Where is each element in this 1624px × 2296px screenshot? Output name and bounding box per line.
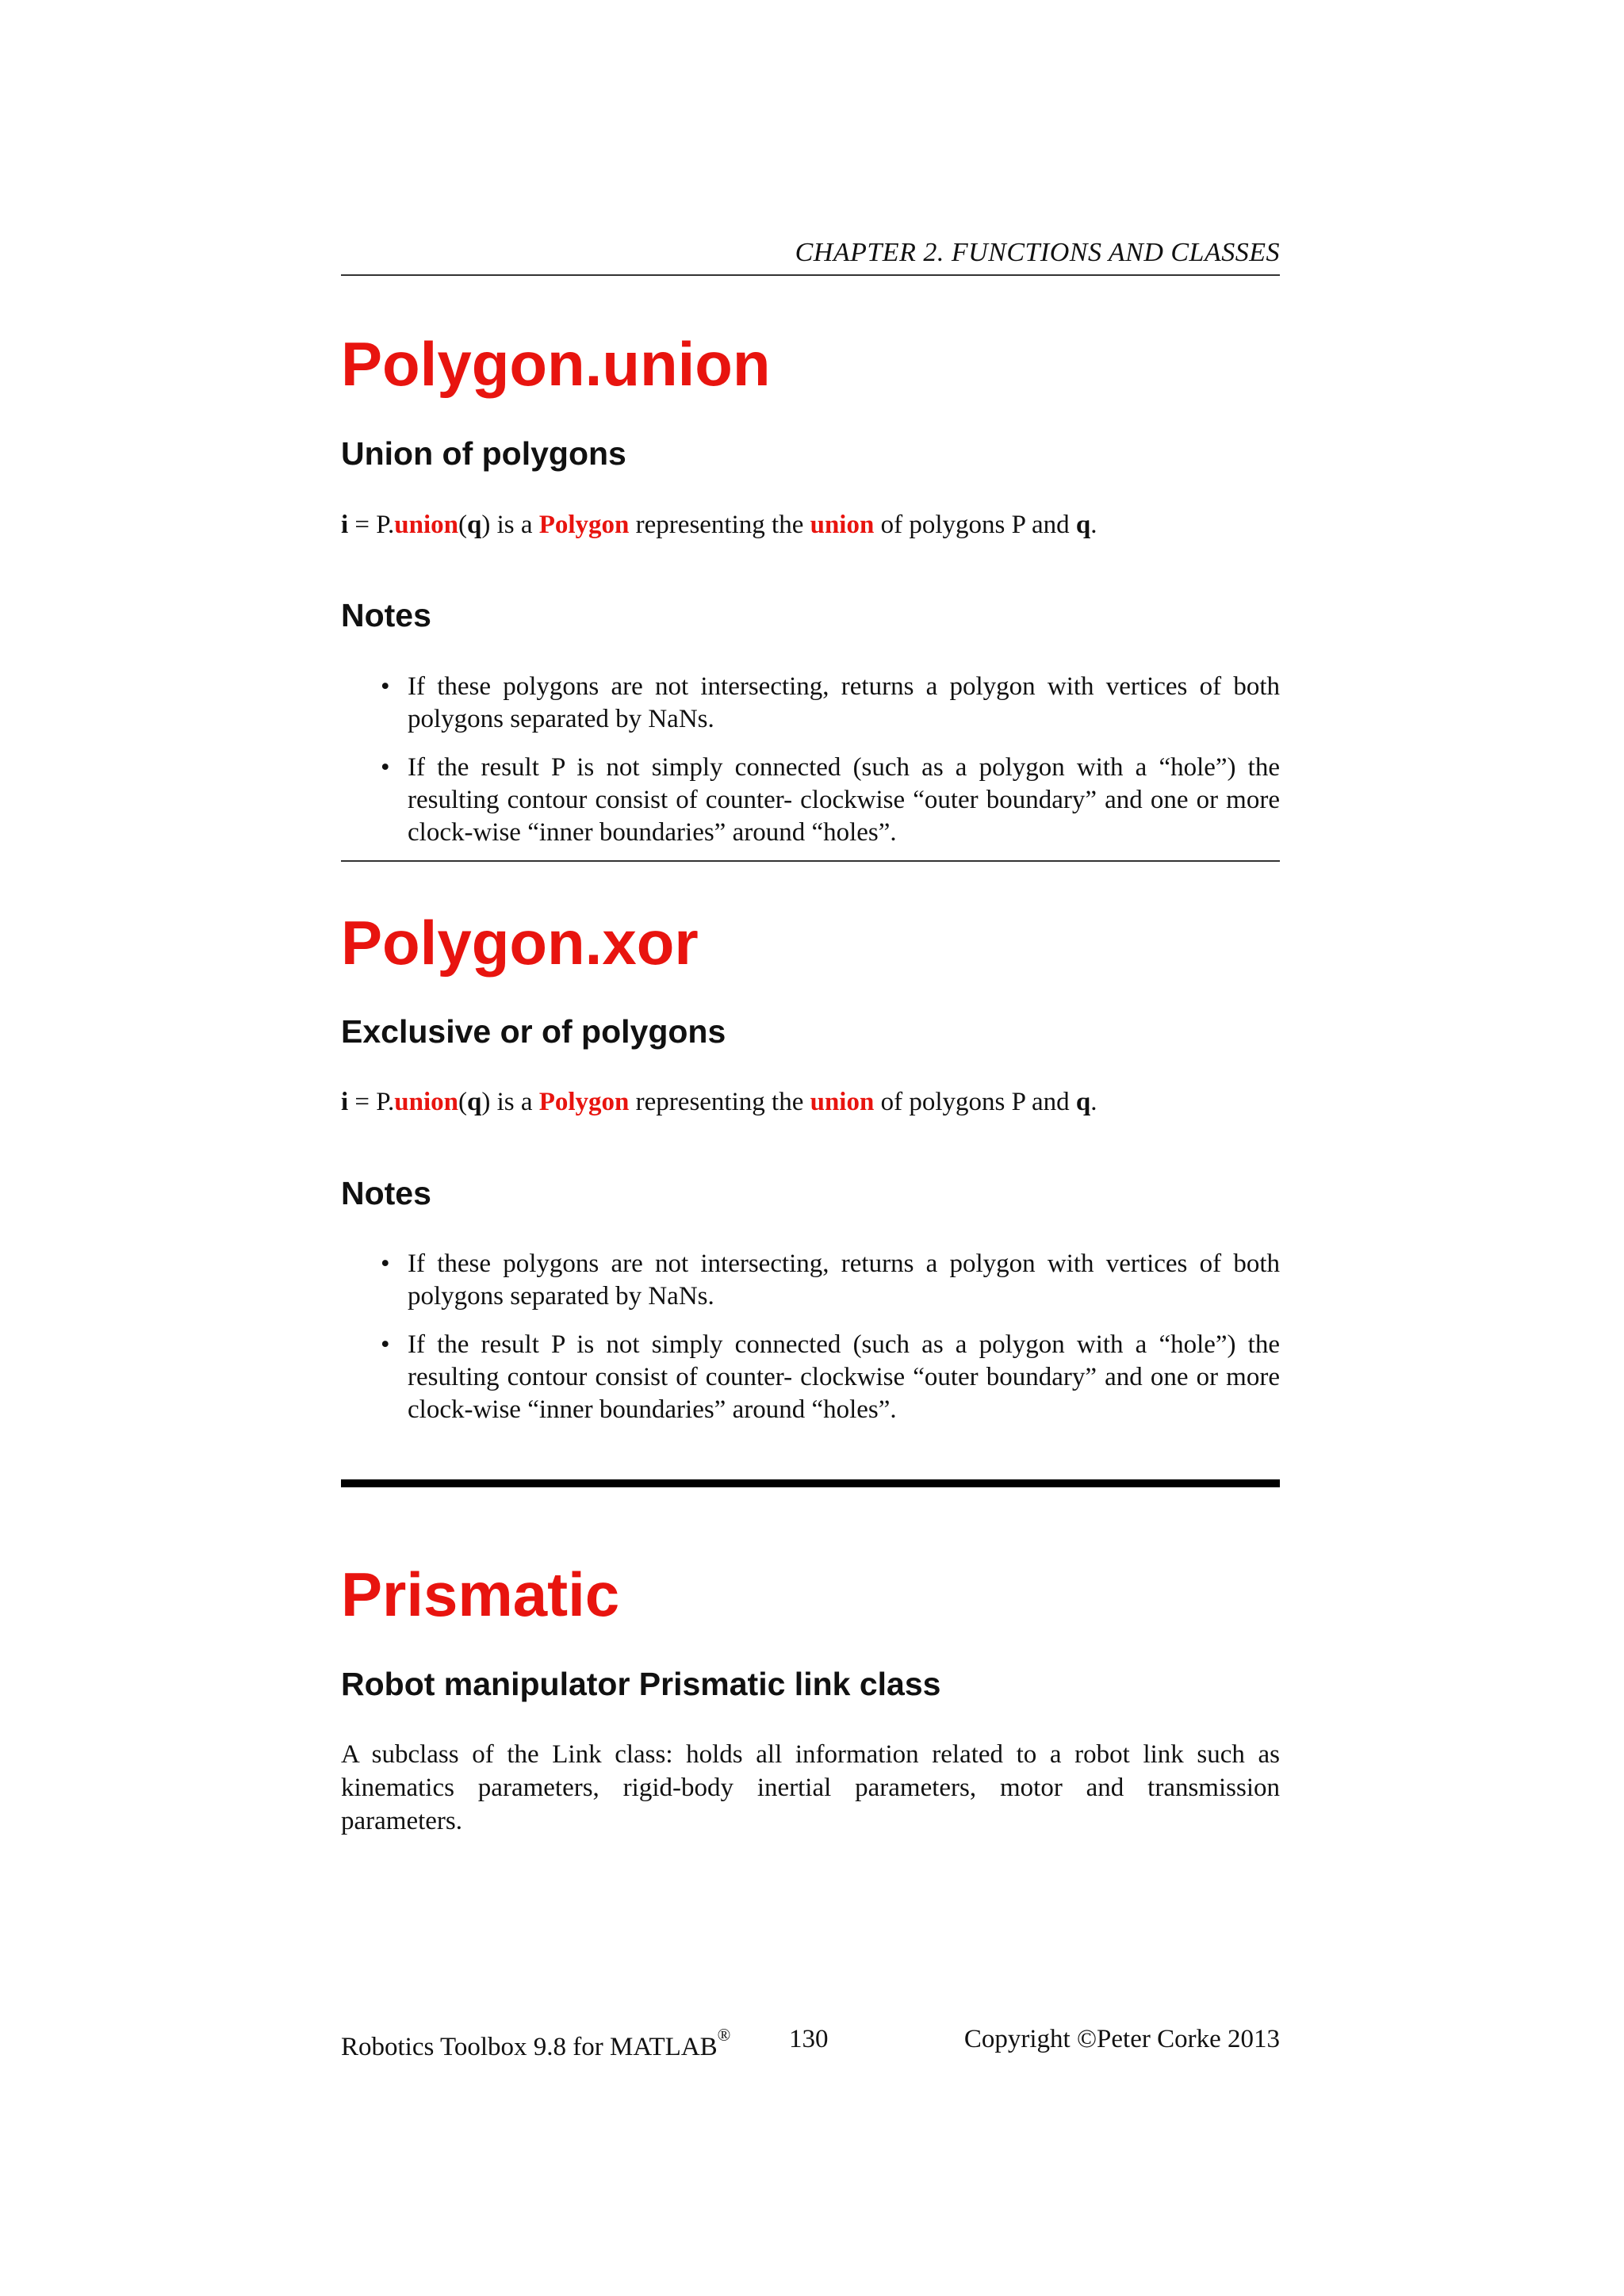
section-title-polygon-union: Polygon.union xyxy=(341,329,771,399)
section-title-prismatic: Prismatic xyxy=(341,1559,620,1629)
list-item: • If the result P is not simply connected (such as a polygon with a “hole”) the resulting contour consist of counter- clockwise “outer boundary” and one or more clock-wise “inner boundaries” around “holes”. xyxy=(381,1330,1280,1424)
notes-heading-polygon-xor: Notes xyxy=(341,1175,431,1211)
list-item: • If these polygons are not intersecting, returns a polygon with vertices of both polygons separated by NaNs. xyxy=(381,672,1280,733)
page-footer xyxy=(341,2025,1280,2060)
header-rule xyxy=(341,274,1280,276)
bullet: • xyxy=(381,753,390,782)
var-q: q xyxy=(466,1088,482,1116)
section-subtitle-prismatic: Robot manipulator Prismatic link class xyxy=(341,1666,941,1702)
description-polygon-xor: i = P.union(q) is a Polygon representing the union of polygons P and q. xyxy=(341,1088,1097,1116)
description-prismatic: A subclass of the Link class: holds all information related to a robot link such as kinematics parameters, rigid-body inertial parameters, motor and transmission parameters. xyxy=(341,1740,1280,1835)
var-q: q xyxy=(1075,1088,1091,1116)
notes-heading-polygon-union: Notes xyxy=(341,597,431,633)
section-subtitle-polygon-xor: Exclusive or of polygons xyxy=(341,1013,726,1050)
var-i: i xyxy=(341,511,349,539)
link-union[interactable]: union xyxy=(810,511,875,539)
link-union[interactable]: union xyxy=(810,1088,875,1116)
bullet: • xyxy=(381,1330,390,1359)
link-polygon[interactable]: Polygon xyxy=(538,1088,630,1116)
bullet: • xyxy=(381,672,390,701)
page-number: 130 xyxy=(789,2025,829,2053)
bullet: • xyxy=(381,1249,390,1278)
var-q: q xyxy=(1075,511,1091,539)
var-q: q xyxy=(466,511,482,539)
notes-list-polygon-xor xyxy=(341,1248,1280,1442)
list-item: • If the result P is not simply connected (such as a polygon with a “hole”) the resulting contour consist of counter- clockwise “outer boundary” and one or more clock-wise “inner boundaries” around “holes”. xyxy=(381,753,1280,847)
description-polygon-union: i = P.union(q) is a Polygon representing the union of polygons P and q. xyxy=(341,511,1097,539)
notes-list-polygon-union xyxy=(341,671,1280,865)
footer-title: Robotics Toolbox 9.8 for MATLAB® xyxy=(341,2025,731,2061)
link-union[interactable]: union xyxy=(394,511,458,539)
running-head: CHAPTER 2. FUNCTIONS AND CLASSES xyxy=(795,238,1280,267)
list-item: • If these polygons are not intersecting, returns a polygon with vertices of both polygons separated by NaNs. xyxy=(381,1249,1280,1311)
class-divider xyxy=(341,1479,1280,1487)
var-i: i xyxy=(341,1088,349,1116)
section-divider xyxy=(341,860,1280,862)
link-union[interactable]: union xyxy=(394,1088,458,1116)
section-subtitle-polygon-union: Union of polygons xyxy=(341,435,626,472)
section-title-polygon-xor: Polygon.xor xyxy=(341,908,699,978)
footer-copyright: Copyright ©Peter Corke 2013 xyxy=(963,2025,1280,2053)
link-polygon[interactable]: Polygon xyxy=(538,511,630,539)
registered-mark: ® xyxy=(717,2025,731,2045)
